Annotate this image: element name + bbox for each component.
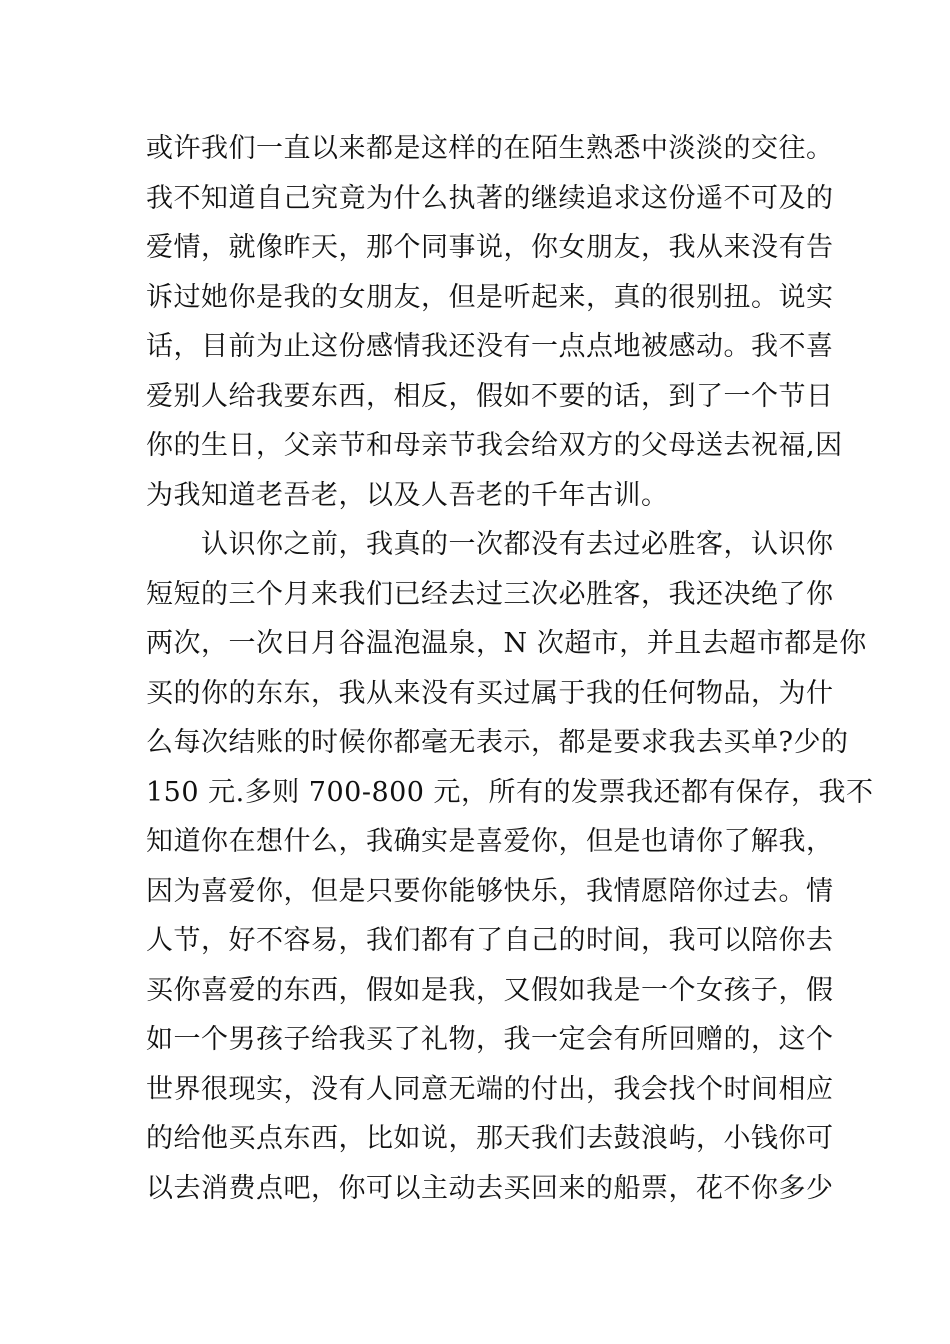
text-line: 么每次结账的时候你都毫无表示，都是要求我去买单?少的 — [146, 727, 849, 758]
text-line: 如一个男孩子给我买了礼物，我一定会有所回赠的，这个 — [146, 1024, 834, 1055]
text-line: 人节，好不容易，我们都有了自己的时间，我可以陪你去 — [146, 925, 834, 956]
text-line: 或许我们一直以来都是这样的在陌生熟悉中淡淡的交往。 — [146, 133, 834, 164]
body-text — [146, 124, 874, 1213]
text-line: 买的你的东东，我从来没有买过属于我的任何物品，为什 — [146, 677, 834, 709]
text-line: 我不知道自己究竟为什么执著的继续追求这份遥不可及的 — [146, 182, 834, 214]
text-line: 爱别人给我要东西，相反，假如不要的话，到了一个节日 — [146, 380, 834, 412]
text-line: 话，目前为止这份感情我还没有一点点地被感动。我不喜 — [146, 331, 834, 362]
text-line: 爱情，就像昨天，那个同事说，你女朋友，我从来没有告 — [146, 232, 834, 263]
text-line: 两次，一次日月谷温泡温泉，N 次超市，并且去超市都是你 — [146, 628, 867, 659]
text-line: 为我知道老吾老，以及人吾老的千年古训。 — [146, 479, 669, 511]
text-line: 买你喜爱的东西，假如是我，又假如我是一个女孩子，假 — [146, 974, 834, 1006]
text-line: 短短的三个月来我们已经去过三次必胜客，我还决绝了你 — [146, 578, 834, 610]
text-line: 你的生日，父亲节和母亲节我会给双方的父母送去祝福,因 — [146, 430, 843, 461]
text-line: 诉过她你是我的女朋友，但是听起来，真的很别扭。说实 — [146, 281, 834, 313]
text-line: 世界很现实，没有人同意无端的付出，我会找个时间相应 — [146, 1073, 834, 1105]
text-line: 以去消费点吧，你可以主动去买回来的船票，花不你多少 — [146, 1172, 834, 1204]
text-line: 认识你之前，我真的一次都没有去过必胜客，认识你 — [146, 529, 834, 560]
text-line: 150 元.多则 700-800 元，所有的发票我还都有保存，我不 — [146, 776, 874, 808]
text-line: 知道你在想什么，我确实是喜爱你，但是也请你了解我， — [146, 826, 834, 857]
text-line: 的给他买点东西，比如说，那天我们去鼓浪屿，小钱你可 — [146, 1123, 834, 1154]
text-line: 因为喜爱你，但是只要你能够快乐，我情愿陪你过去。情 — [146, 875, 834, 907]
